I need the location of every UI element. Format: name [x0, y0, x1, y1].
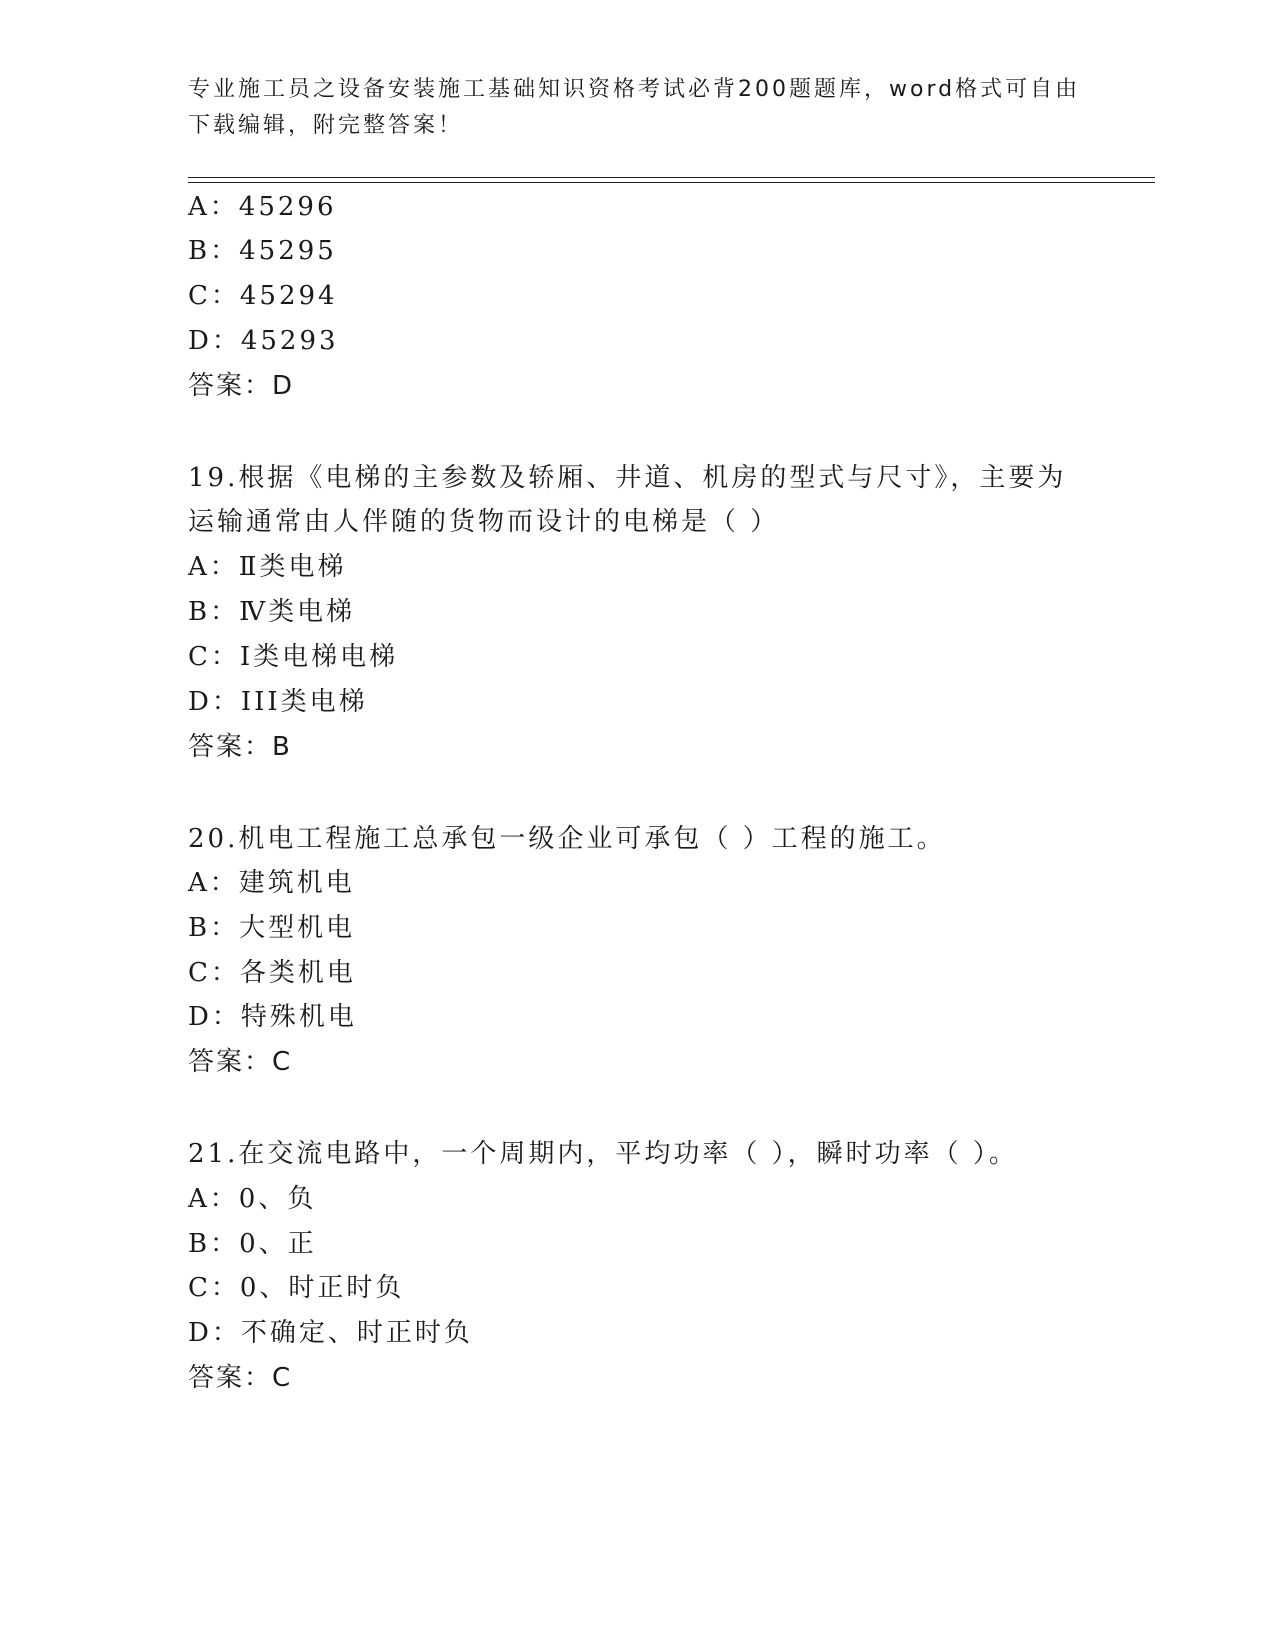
- q19-answer: 答案：B: [188, 732, 292, 762]
- q19-question-line-2: 运输通常由人伴随的货物而设计的电梯是（ ）: [188, 507, 780, 537]
- q20-option-c: C：各类机电: [188, 958, 356, 988]
- q19-option-c: C：Ⅰ类电梯电梯: [188, 642, 399, 672]
- q21-question: 21.在交流电路中，一个周期内，平均功率（ ），瞬时功率（ ）。: [188, 1139, 1018, 1169]
- q20-option-a: A：建筑机电: [188, 868, 355, 898]
- q21-option-c: C：0、时正时负: [188, 1273, 405, 1303]
- header-divider-bottom: [188, 182, 1155, 183]
- q18-option-b: B：45295: [188, 236, 337, 266]
- header-line-1: 专业施工员之设备安装施工基础知识资格考试必背200题题库，word格式可自由: [188, 77, 1081, 102]
- header-line-2: 下载编辑，附完整答案！: [188, 113, 464, 138]
- q21-answer: 答案：C: [188, 1363, 293, 1393]
- q18-option-d: D：45293: [188, 326, 339, 356]
- q21-option-b: B：0、正: [188, 1229, 317, 1259]
- q21-option-d: D：不确定、时正时负: [188, 1318, 473, 1348]
- q18-option-a: A：45296: [188, 192, 337, 222]
- q19-option-d: D：III类电梯: [188, 687, 368, 717]
- q19-option-a: A：Ⅱ类电梯: [188, 552, 347, 582]
- q20-option-d: D：特殊机电: [188, 1002, 357, 1032]
- q18-option-c: C：45294: [188, 281, 338, 311]
- q19-option-b: B：Ⅳ类电梯: [188, 597, 356, 627]
- q20-question: 20.机电工程施工总承包一级企业可承包（ ）工程的施工。: [188, 824, 946, 854]
- q20-option-b: B：大型机电: [188, 913, 356, 943]
- q21-option-a: A：0、负: [188, 1184, 317, 1214]
- q18-answer: 答案：D: [188, 371, 295, 401]
- document-header: [188, 72, 1088, 144]
- q19-question-line-1: 19.根据《电梯的主参数及轿厢、井道、机房的型式与尺寸》，主要为: [188, 463, 1067, 493]
- q20-answer: 答案：C: [188, 1047, 293, 1077]
- header-divider-top: [188, 177, 1155, 178]
